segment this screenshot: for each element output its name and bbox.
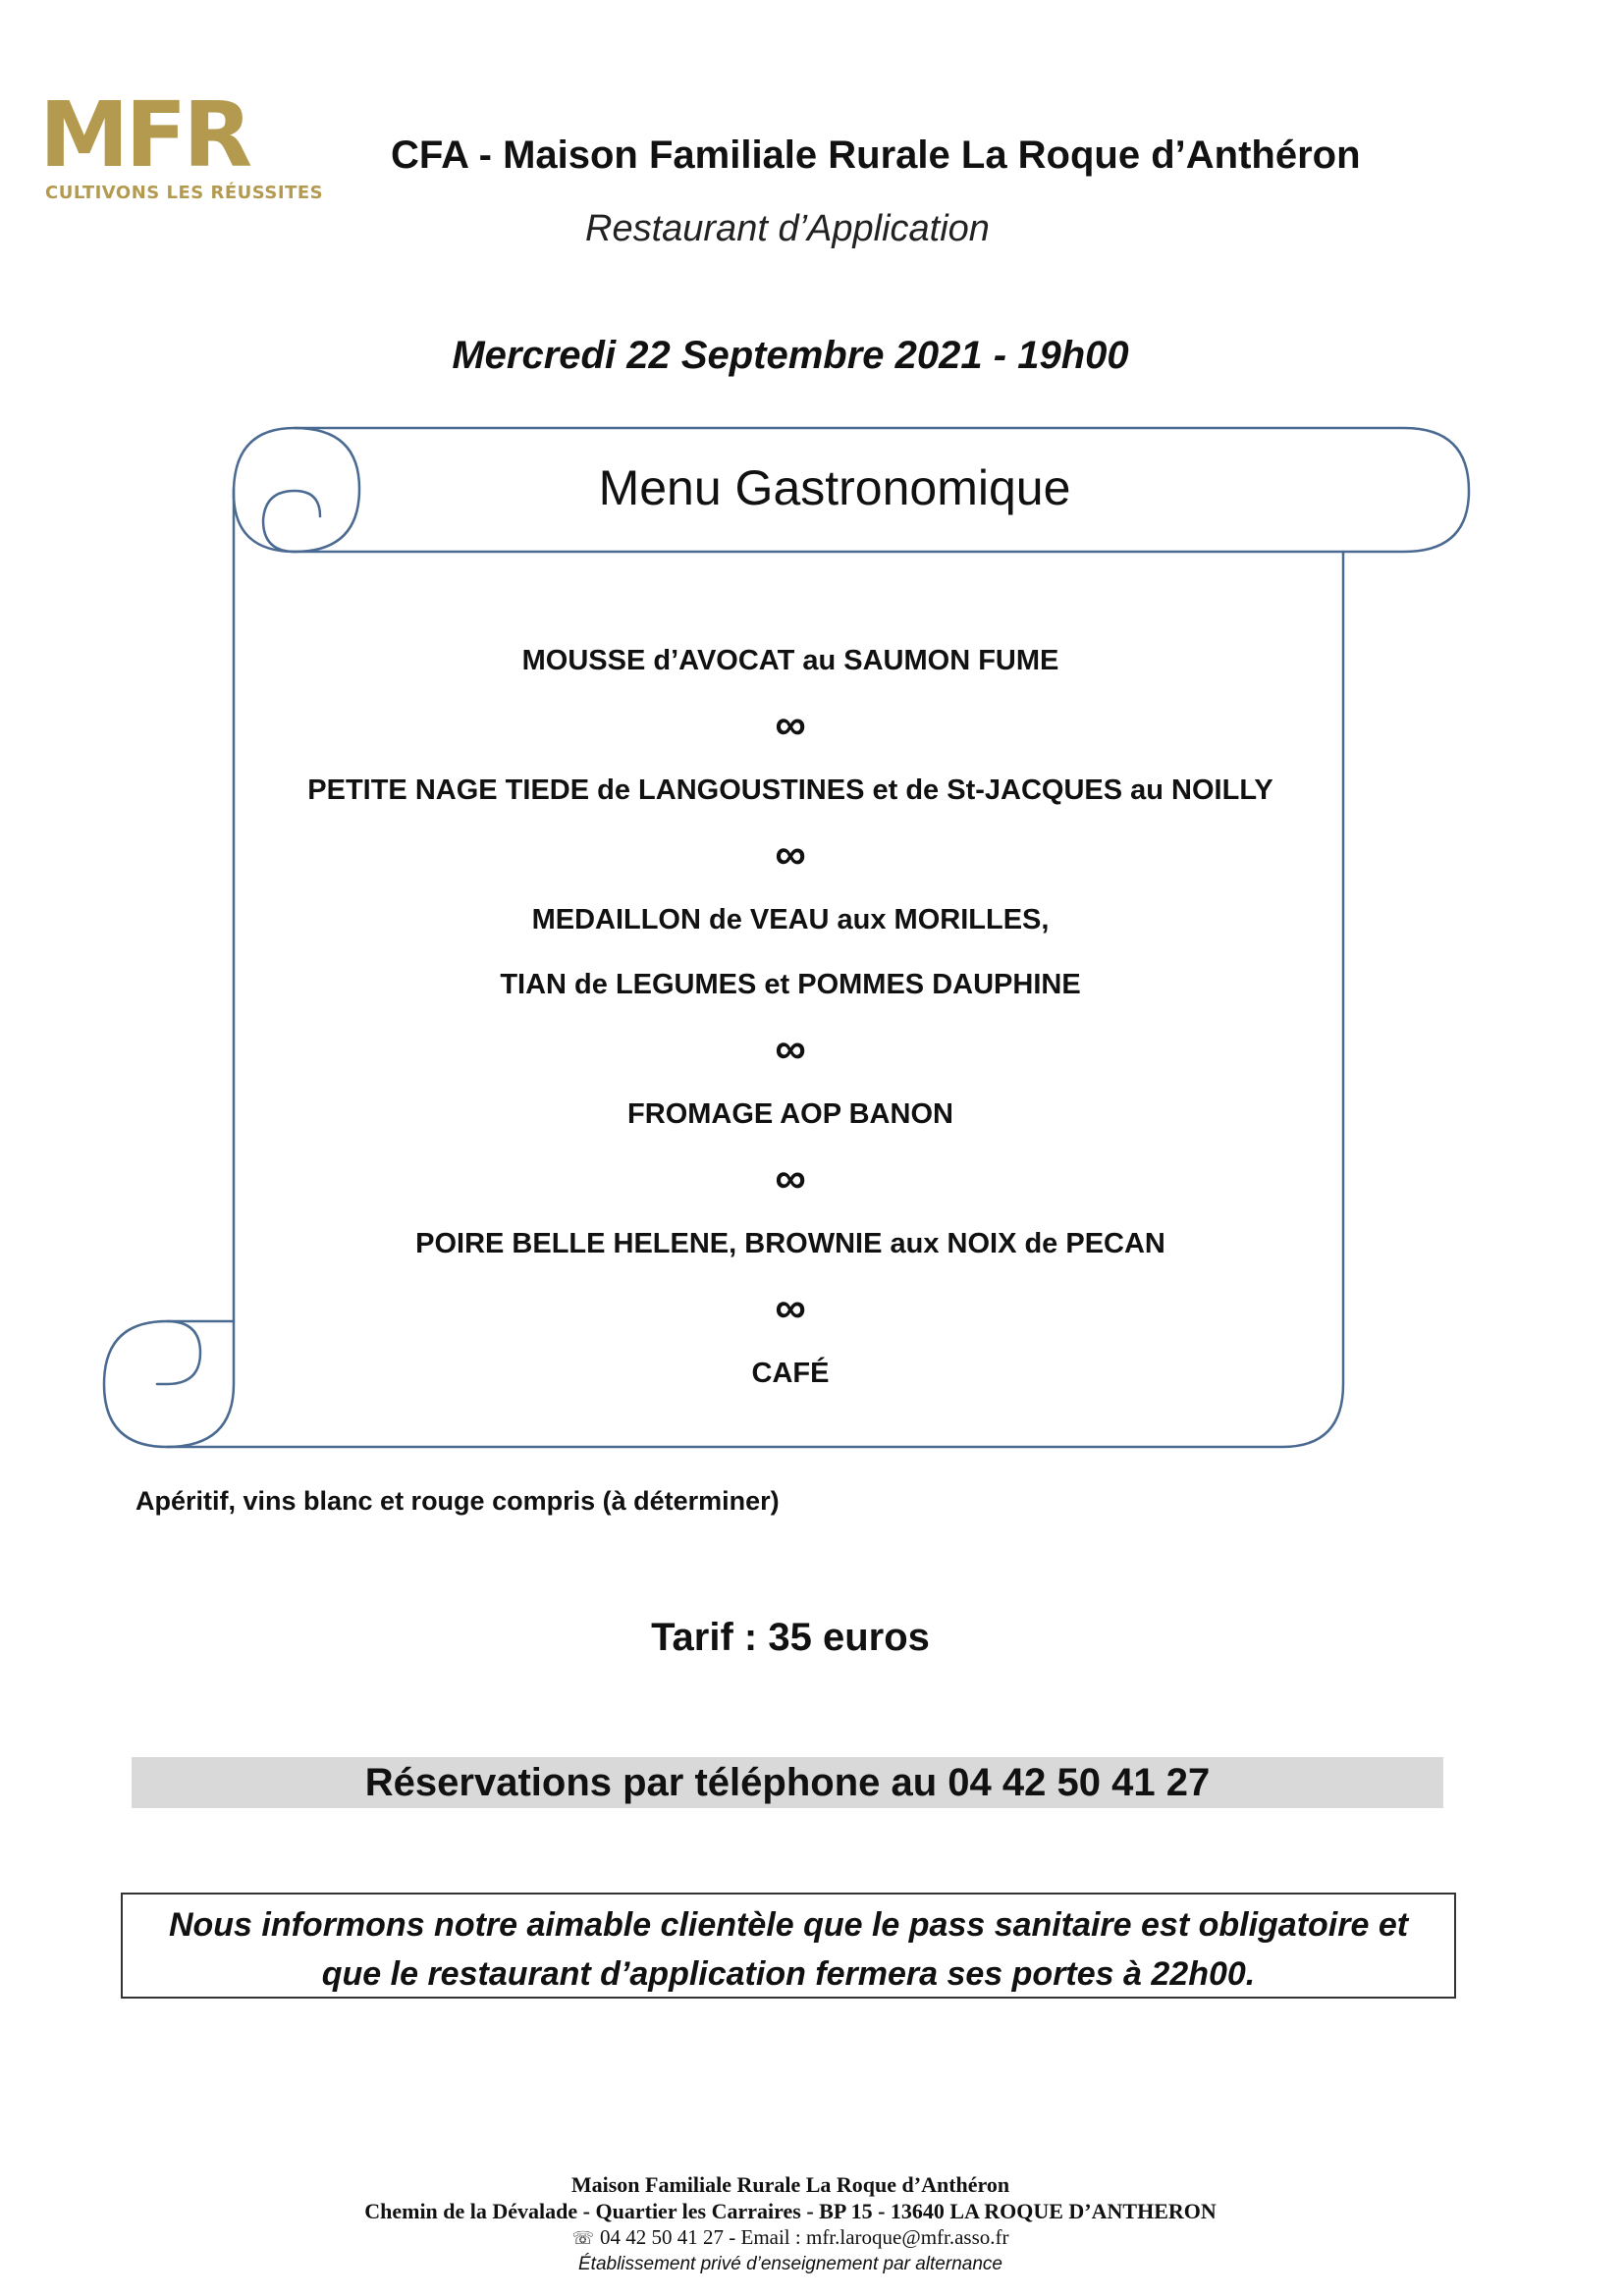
header-subtitle: Restaurant d’Application (585, 208, 990, 249)
footer-address: Chemin de la Dévalade - Quartier les Carraires - BP 15 - 13640 LA ROQUE D’ANTHERON (364, 2199, 1217, 2223)
reservation-text: Réservations par téléphone au 04 42 50 41 27 (364, 1761, 1211, 1804)
menu-title: Menu Gastronomique (598, 460, 1071, 515)
logo-mark: MFR (39, 82, 249, 187)
menu-item-coffee: CAFÉ (751, 1358, 830, 1389)
menu-item-main-sides: TIAN de LEGUMES et POMMES DAUPHINE (500, 969, 1081, 1000)
notice-line-1: Nous informons notre aimable clientèle que le pass sanitaire est obligatoire et (168, 1906, 1409, 1944)
footer-contact-row (0, 2224, 1581, 2252)
menu-separator: ∞ (775, 830, 806, 879)
footer-contact: 04 42 50 41 27 - Email : mfr.laroque@mfr.asso.fr (600, 2225, 1009, 2249)
event-date: Mercredi 22 Septembre 2021 - 19h00 (452, 334, 1129, 377)
menu-separator: ∞ (775, 701, 806, 749)
menu-item-dessert: POIRE BELLE HELENE, BROWNIE aux NOIX de PECAN (415, 1228, 1165, 1259)
drinks-note: Apéritif, vins blanc et rouge compris (à déterminer) (135, 1486, 780, 1516)
menu-separator: ∞ (775, 1154, 806, 1202)
footer-name: Maison Familiale Rurale La Roque d’Anthéron (570, 2172, 1010, 2197)
header-title: CFA - Maison Familiale Rurale La Roque d’Anthéron (391, 133, 1361, 177)
menu-item-starter: MOUSSE d’AVOCAT au SAUMON FUME (521, 645, 1059, 676)
menu-item-fish: PETITE NAGE TIEDE de LANGOUSTINES et de St-JACQUES au NOILLY (307, 774, 1273, 806)
menu-list (236, 628, 1345, 1406)
mfr-logo (39, 82, 353, 213)
menu-item-cheese: FROMAGE AOP BANON (627, 1098, 953, 1130)
footer (0, 2171, 1581, 2277)
notice-line-2: que le restaurant d’application fermera ses portes à 22h00. (321, 1955, 1256, 1993)
footer-tagline: Établissement privé d’enseignement par alternance (578, 2254, 1002, 2274)
logo-tagline: CULTIVONS LES RÉUSSITES (45, 183, 324, 203)
price: Tarif : 35 euros (651, 1616, 930, 1659)
menu-separator: ∞ (775, 1025, 806, 1073)
telephone-icon: ☏ (571, 2228, 594, 2249)
notice-box (121, 1893, 1456, 1999)
menu-separator: ∞ (775, 1284, 806, 1332)
menu-item-main: MEDAILLON de VEAU aux MORILLES, (531, 904, 1050, 935)
